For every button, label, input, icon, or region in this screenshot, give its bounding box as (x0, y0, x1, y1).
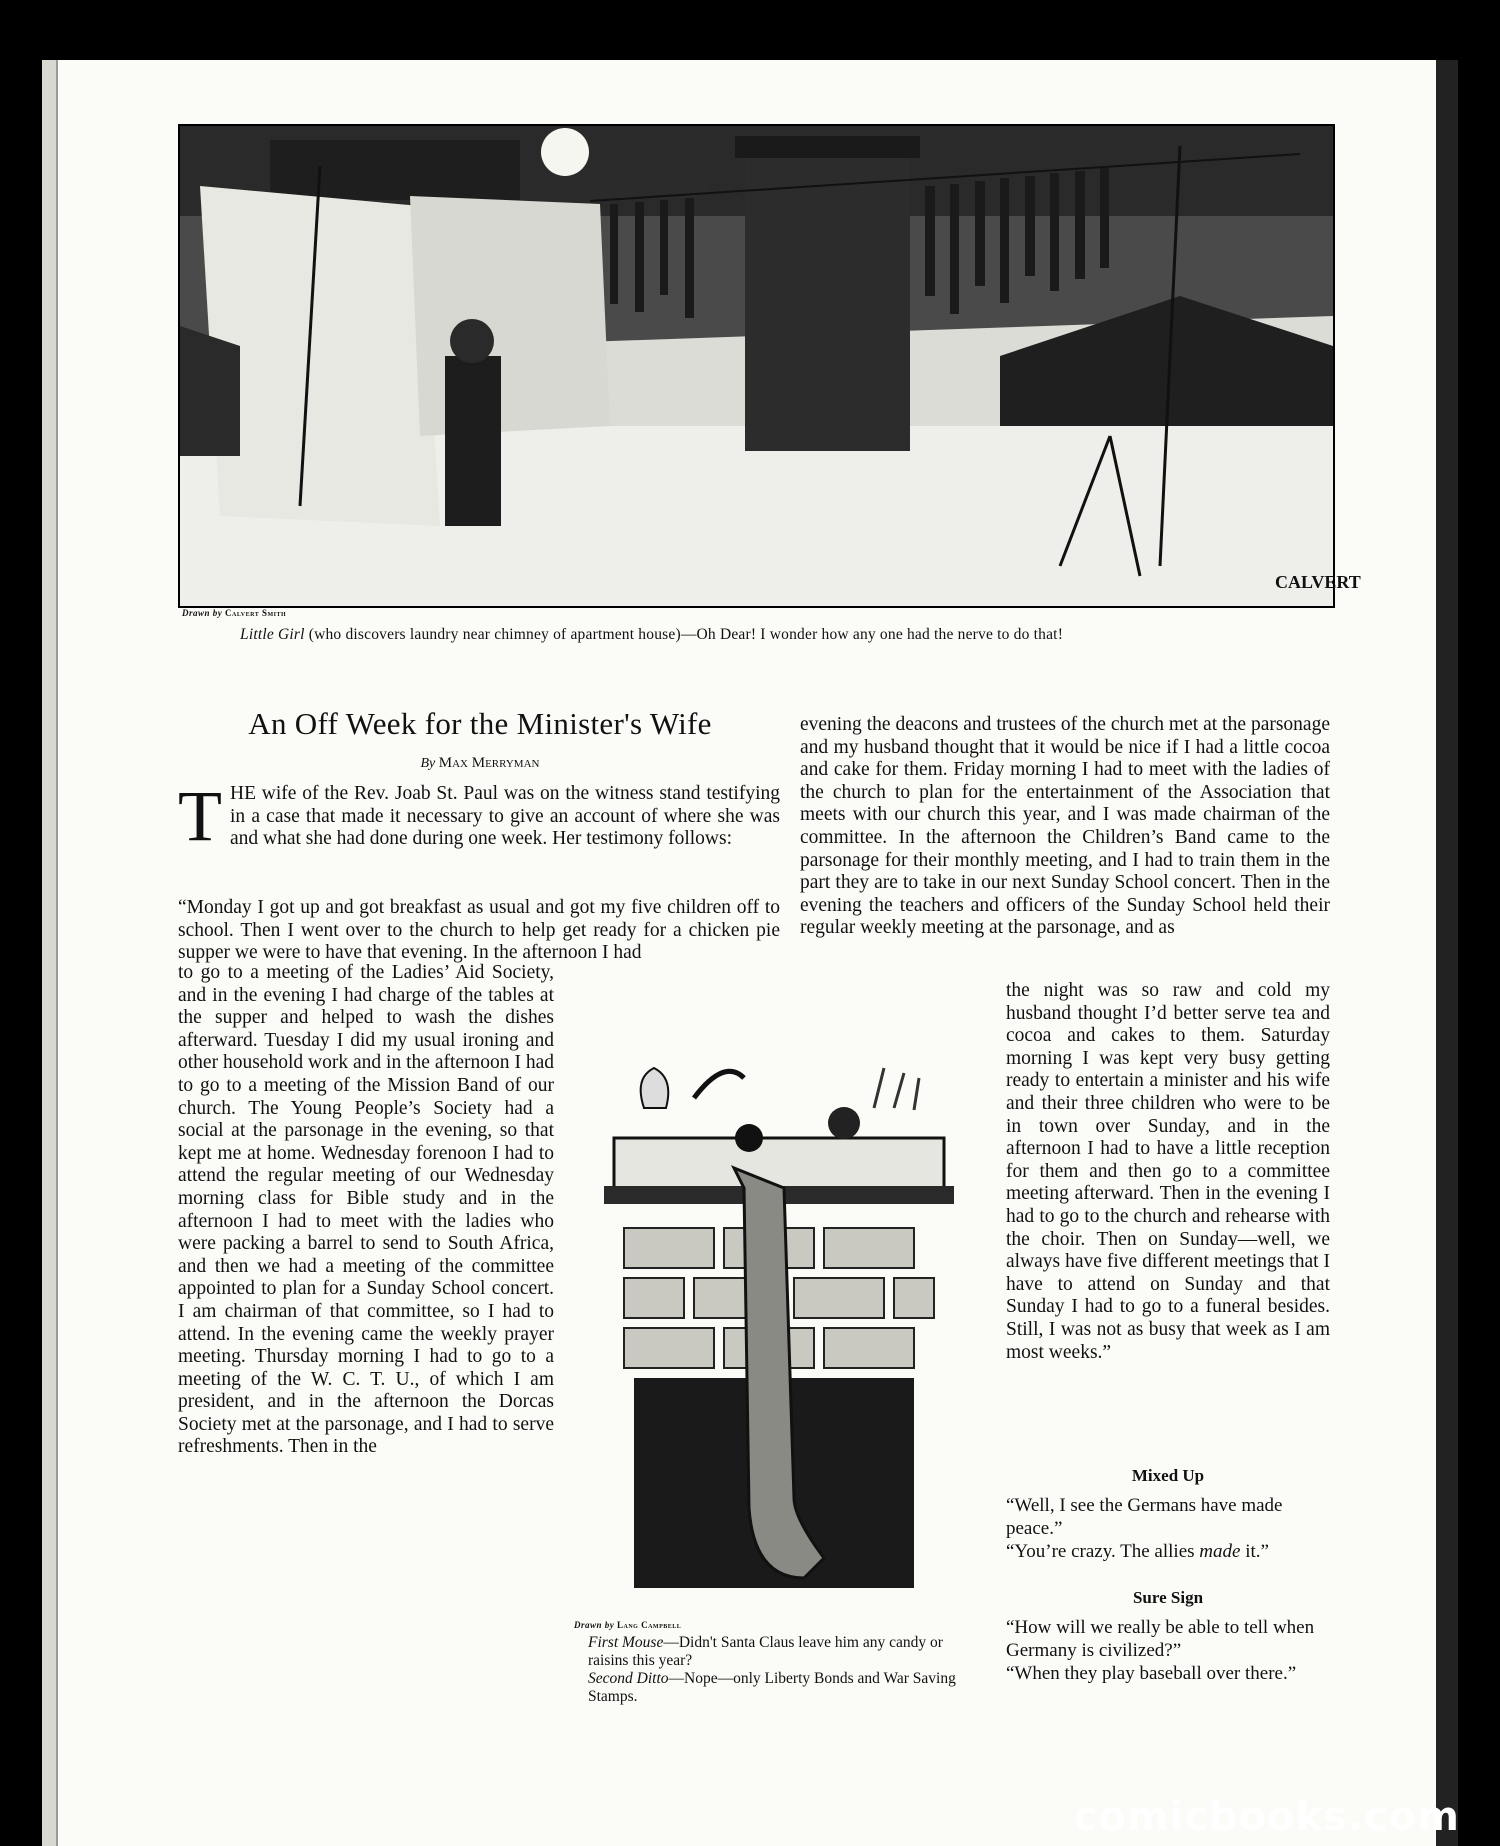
page-edge (42, 60, 58, 1846)
caption-line-1 (588, 1634, 980, 1670)
stocking-illustration-caption (588, 1634, 980, 1706)
caption-text: (who discovers laundry near chimney of apartment house)—Oh Dear! I wonder how any one had the nerve to do that! (308, 626, 1064, 643)
paragraph-1: HE wife of the Rev. Joab St. Paul was on the witness stand testifying in a case that made it necessary to give an account of where she was and what she had done during one week. Her testimony follows: (229, 783, 780, 850)
joke-heading-sure-sign: Sure Sign (1132, 1588, 1204, 1607)
top-illustration-caption (240, 626, 1340, 644)
joke-line-2-emphasis: made (1199, 1541, 1241, 1562)
joke-heading-mixed-up: Mixed Up (1131, 1466, 1205, 1485)
joke-sure-sign-line-1: “How will we really be able to tell when Germany is civilized?” (1006, 1617, 1315, 1661)
paragraph-2a-text: “Monday I got up and got breakfast as usual and got my five children off to school. Then I went over to the church to help get ready for a chicken pie supper we were to have that evening. In the afternoon I had (178, 897, 780, 964)
stocking-credit-prefix: Drawn by (574, 1620, 615, 1630)
joke-line-2-start: “You’re crazy. The allies (1006, 1541, 1200, 1562)
artist-signature: CALVERT (1275, 572, 1361, 592)
article-opening-paragraph (178, 776, 780, 856)
laundry-rooftop-illustration (178, 124, 1361, 608)
article-byline (180, 755, 780, 772)
paragraph-3b-text: the night was so raw and cold my husband thought I’d better serve tea and cocoa and cakes to them. Saturday morning I was kept very busy getting ready to entertain a minister and his wife and their three children who were to be in town over Sunday, and in the afternoon I had to have a little reception for them and then go to a committee meeting afterward. Then in the evening I had to go to the church and rehearse with the choir. Then on Sunday—well, we always have five different meetings that I have to attend on Sunday and that Sunday I had to go to a funeral besides. Still, I was not as busy that week as I am most weeks.” (1006, 980, 1330, 1363)
joke-mixed-up-line-1: “Well, I see the Germans have made peace.” (1006, 1495, 1283, 1539)
stocking-mantel-illustration (574, 1038, 994, 1608)
caption-speaker: Little Girl (240, 626, 305, 643)
caption-dialogue-2: —Nope—only Liberty Bonds and War Saving Stamps. (588, 1670, 956, 1705)
paragraph-3b (1006, 980, 1330, 1364)
credit-name: Calvert Smith (225, 608, 287, 618)
top-illustration-credit (182, 608, 286, 618)
paragraph-3a (800, 714, 1330, 940)
credit-prefix: Drawn by (182, 608, 223, 618)
joke-sure-sign-line-2: “When they play baseball over there.” (1006, 1663, 1297, 1684)
caption-speaker-2: Second Ditto (588, 1670, 669, 1687)
caption-dialogue-1: —Didn't Santa Claus leave him any candy or raisins this year? (588, 1634, 943, 1669)
drop-cap: T (178, 776, 222, 856)
caption-speaker-1: First Mouse (588, 1634, 664, 1651)
stocking-credit-name: Lang Campbell (617, 1620, 682, 1630)
byline-name: Max Merryman (438, 755, 540, 771)
stocking-illustration-credit (574, 1620, 681, 1630)
joke-mixed-up-line-2 (1006, 1540, 1330, 1563)
paragraph-2a (178, 897, 780, 965)
byline-prefix: By (420, 756, 436, 771)
article-title: An Off Week for the Minister's Wife (248, 706, 712, 741)
page-gutter (1436, 60, 1458, 1846)
site-watermark: comicbooks.com (1073, 1794, 1460, 1840)
paragraph-2b (178, 962, 554, 1459)
paragraph-3a-text: evening the deacons and trustees of the church met at the parsonage and my husband thought that it would be nice if I had a little cocoa and cake for them. Friday morning I had to meet with the ladies of the church to plan for the entertainment of the Association that meets with our church this year, and I was made chairman of the committee. In the afternoon the Children’s Band came to the parsonage for their monthly meeting, and I had to train them in the part they are to take in our next Sunday School concert. Then in the evening the teachers and officers of the Sunday School held their regular weekly meeting at the parsonage, and as (800, 714, 1330, 939)
joke-line-2-end: it.” (1240, 1541, 1269, 1562)
caption-line-2 (588, 1670, 980, 1706)
paragraph-2b-text: to go to a meeting of the Ladies’ Aid Society, and in the evening I had charge of the tables at the supper and helped to wash the dishes afterward. Tuesday I did my usual ironing and other household work and in the afternoon I had to go to a meeting of the Mission Band of our church. The Young People’s Society had a social at the parsonage in the evening, so that kept me at home. Wednesday forenoon I had to attend the regular meeting of our Wednesday morning class for Bible study and in the afternoon I had to meet with the ladies who were packing a barrel to send to South Africa, and then we had a meeting of the committee appointed to plan for a Sunday School concert. I am chairman of that committee, so I had to attend. In the evening came the weekly prayer meeting. Thursday morning I had to go to a meeting of the W. C. T. U., of which I am president, and in the afternoon the Dorcas Society met at the parsonage, and I had to serve refreshments. Then in the (178, 962, 554, 1458)
